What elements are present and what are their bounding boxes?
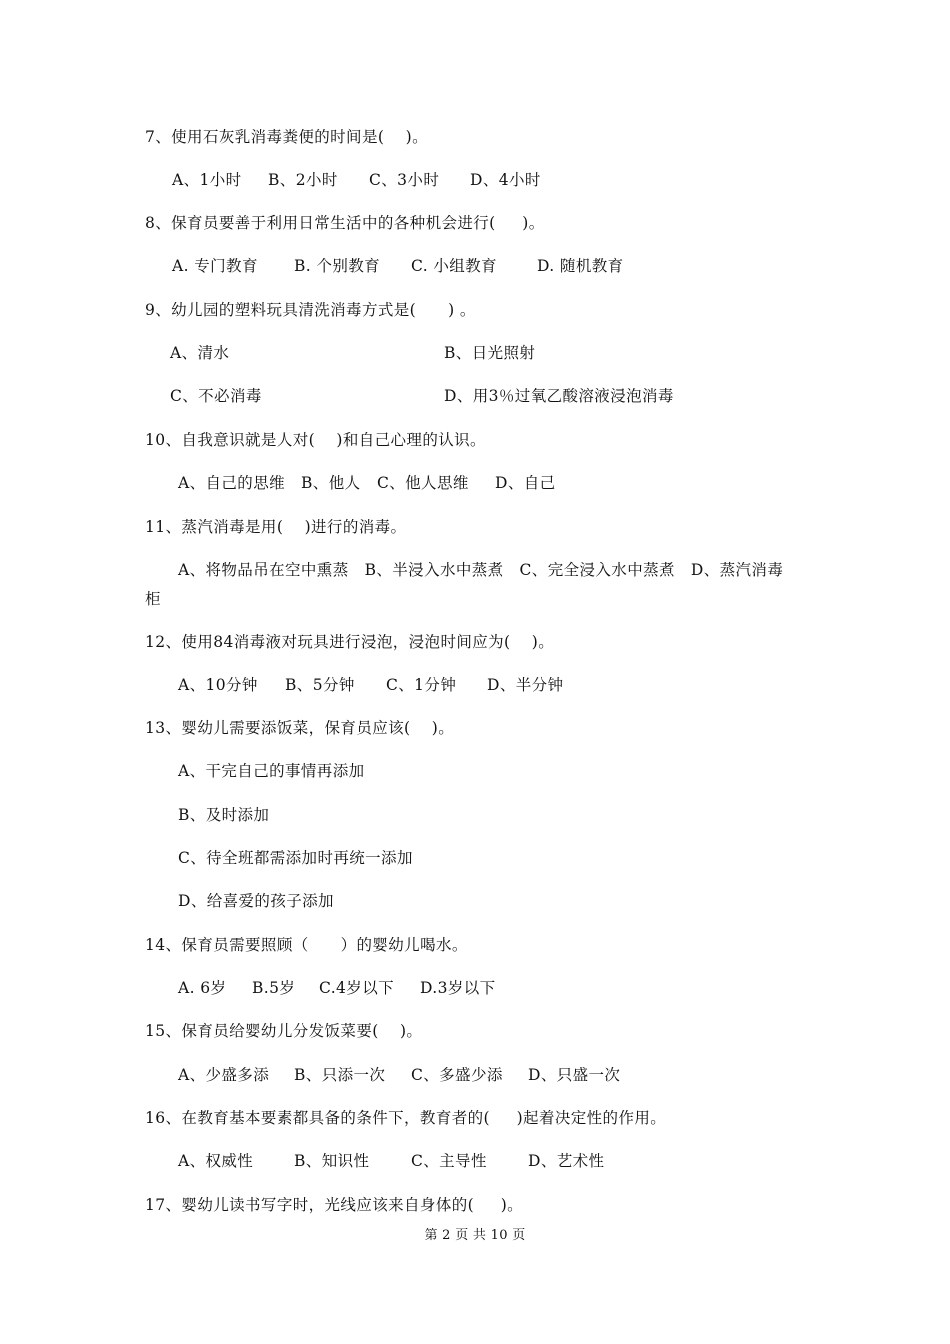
option: C、待全班都需添加时再统一添加 — [178, 849, 413, 867]
option: D、只盛一次 — [528, 1066, 621, 1084]
option: B、2小时 — [268, 171, 338, 189]
option: A、干完自己的事情再添加 — [178, 762, 365, 780]
option: B、知识性 — [294, 1152, 370, 1170]
option: A、清水 — [170, 344, 230, 362]
option: B、5分钟 — [285, 676, 355, 694]
option: D. 随机教育 — [537, 257, 624, 275]
option: D、用3％过氧乙酸溶液浸泡消毒 — [444, 387, 674, 405]
option: D、自己 — [495, 474, 556, 492]
option: C、3小时 — [369, 171, 440, 189]
question-16: 16、在教育基本要素都具备的条件下，教育者的( )起着决定性的作用。 — [145, 1109, 667, 1127]
option: B、他人 — [301, 474, 361, 492]
question-12: 12、使用84消毒液对玩具进行浸泡，浸泡时间应为( )。 — [145, 633, 555, 651]
option: B. 个别教育 — [294, 257, 381, 275]
question-17: 17、婴幼儿读书写字时，光线应该来自身体的( )。 — [145, 1196, 524, 1214]
question-15: 15、保育员给婴幼儿分发饭菜要( )。 — [145, 1022, 423, 1040]
option: A、自己的思维 — [178, 474, 285, 492]
question-10: 10、自我意识就是人对( )和自己心理的认识。 — [145, 431, 486, 449]
option: B、日光照射 — [444, 344, 536, 362]
option: A、少盛多添 — [178, 1066, 270, 1084]
option: C、主导性 — [411, 1152, 487, 1170]
option: B、只添一次 — [294, 1066, 386, 1084]
question-8: 8、保育员要善于利用日常生活中的各种机会进行( )。 — [145, 214, 545, 232]
option: C. 小组教育 — [411, 257, 497, 275]
option: D.3岁以下 — [420, 979, 496, 997]
option: B、及时添加 — [178, 806, 270, 824]
option: C、不必消毒 — [170, 387, 262, 405]
question-9: 9、幼儿园的塑料玩具清洗消毒方式是( ) 。 — [145, 301, 476, 319]
option: C、他人思维 — [377, 474, 469, 492]
question-7: 7、使用石灰乳消毒粪便的时间是( )。 — [145, 128, 428, 146]
option: A. 专门教育 — [172, 257, 258, 275]
option: D、4小时 — [470, 171, 541, 189]
question-13: 13、婴幼儿需要添饭菜，保育员应该( )。 — [145, 719, 455, 737]
option: A、权威性 — [178, 1152, 254, 1170]
option-line: 柜 — [145, 590, 161, 608]
option: D、艺术性 — [528, 1152, 605, 1170]
option: A、10分钟 — [178, 676, 258, 694]
option: C、1分钟 — [386, 676, 457, 694]
option: B.5岁 — [252, 979, 296, 997]
option: A、1小时 — [172, 171, 242, 189]
option: C.4岁以下 — [319, 979, 394, 997]
option: C、多盛少添 — [411, 1066, 503, 1084]
option: D、给喜爱的孩子添加 — [178, 892, 334, 910]
option: A. 6岁 — [178, 979, 227, 997]
question-11: 11、蒸汽消毒是用( )进行的消毒。 — [145, 518, 407, 536]
option: D、半分钟 — [487, 676, 564, 694]
page-number: 第 2 页 共 10 页 — [424, 1228, 526, 1243]
question-14: 14、保育员需要照顾（ ）的婴幼儿喝水。 — [145, 936, 468, 954]
option-line: A、将物品吊在空中熏蒸 B、半浸入水中蒸煮 C、完全浸入水中蒸煮 D、蒸汽消毒 — [178, 561, 784, 579]
